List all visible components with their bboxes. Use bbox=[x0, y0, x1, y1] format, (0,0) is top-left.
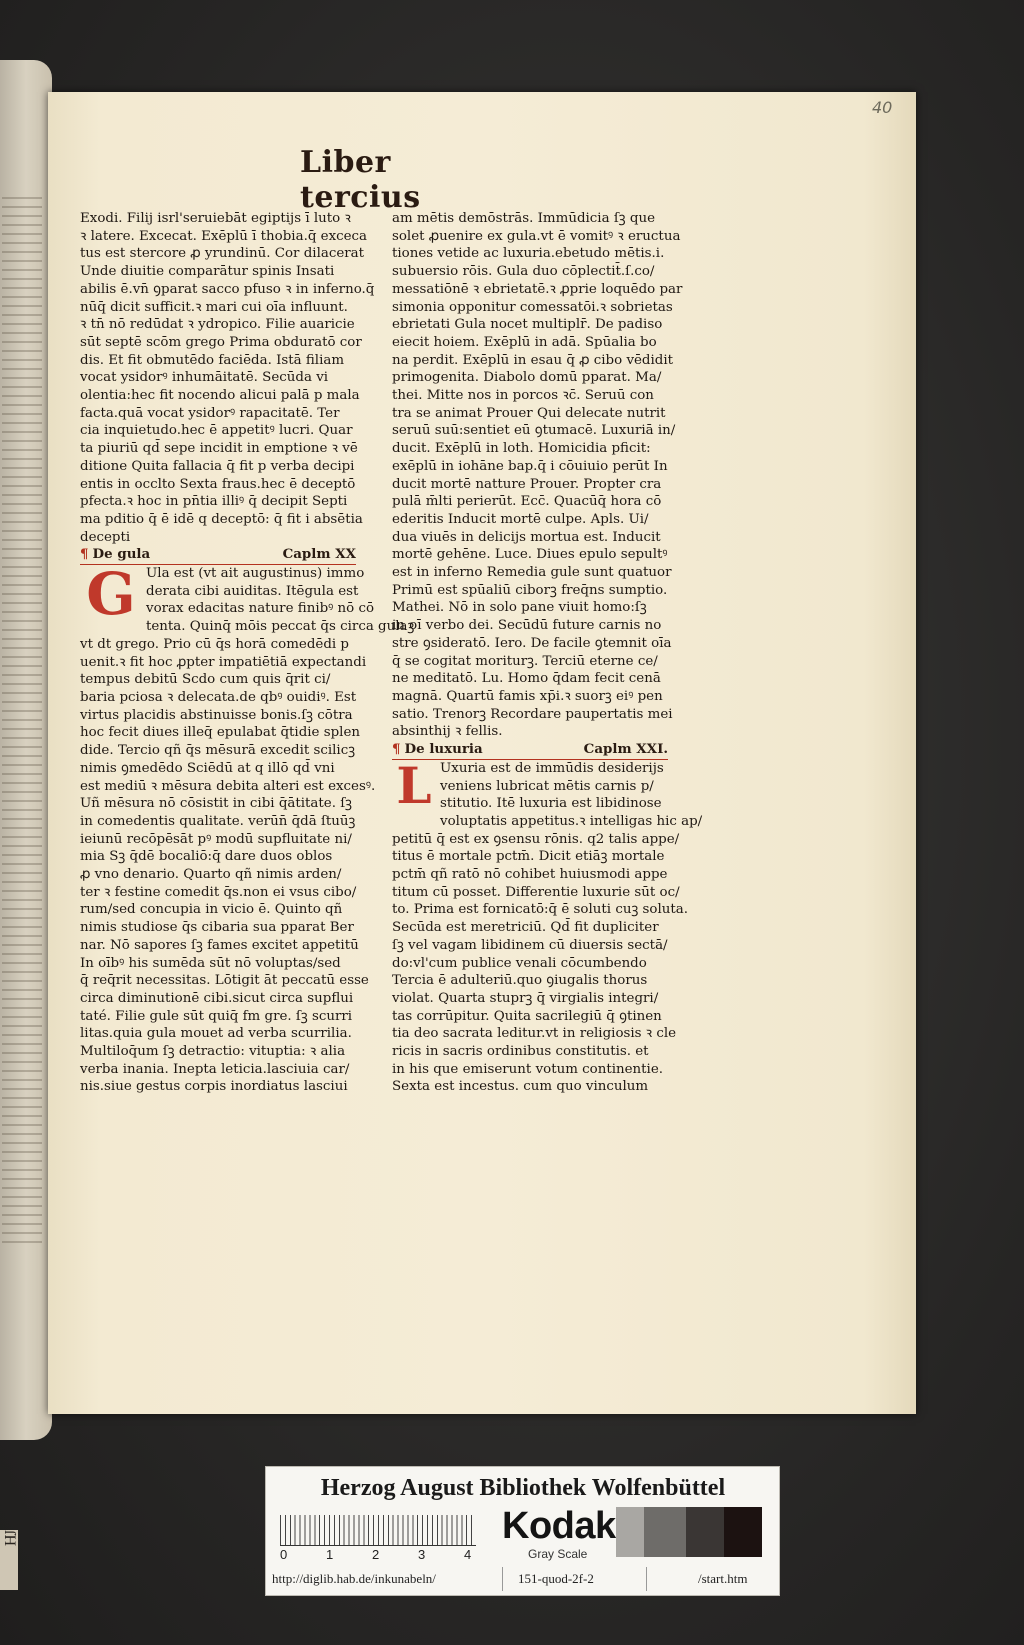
text-line: ederitis Inducit mortē culpe. Apls. Ui/ bbox=[392, 511, 649, 527]
chapter-title: De luxuria bbox=[404, 741, 483, 758]
text-line: exēplū in iohāne bap.q̄ i cōuiuio perūt In bbox=[392, 458, 668, 474]
divider bbox=[646, 1567, 647, 1591]
text-line: primogenita. Diabolo domū pparat. Ma/ bbox=[392, 370, 662, 386]
decorated-initial: L bbox=[396, 755, 432, 815]
text-line: mia Sꝫ q̄dē bocaliō:q̄ dare duos oblos bbox=[80, 849, 333, 865]
text-line: ma pditio q̄ ē idē q deceptō: q̄ fit i absētia bbox=[80, 511, 363, 527]
spine-fragment: ſH bbox=[0, 1530, 18, 1590]
text-line: litas.quia gula mouet ad verba scurrilia. bbox=[80, 1026, 352, 1042]
text-line: seruū suū:sentiet eū ꝯtumacē. Luxuriā in/ bbox=[392, 423, 676, 439]
text-line: verba inania. Inepta leticia.lasciuia car/ bbox=[80, 1061, 350, 1077]
text-line: ꝛ tn̄ nō redūdat ꝛ ydropico. Filie auaricie bbox=[80, 317, 355, 333]
chapter-heading-de-luxuria bbox=[392, 741, 668, 760]
text-line: na perdit. Exēplū in esau q̄ ꝓ cibo vēdidit bbox=[392, 352, 674, 368]
left-text-column bbox=[80, 210, 415, 1096]
text-line: ducit. Exēplū in loth. Homicidia pficit: bbox=[392, 441, 651, 457]
pilcrow-icon: ¶ bbox=[80, 546, 89, 563]
previous-leaf-text-fragments bbox=[2, 190, 42, 1250]
text-line: Exodi. Filij isrl'seruiebāt egiptijs ī luto ꝛ bbox=[80, 211, 351, 226]
text-line: Mathei. Nō in solo pane viuit homo:ſꝫ bbox=[392, 600, 647, 616]
gray-swatch bbox=[644, 1507, 686, 1557]
url-suffix: /start.htm bbox=[698, 1571, 748, 1586]
text-line: absinthij ꝛ fellis. bbox=[392, 724, 503, 740]
folio-number: 40 bbox=[872, 98, 893, 117]
text-line: am mētis demōstrās. Immūdicia ſꝫ que bbox=[392, 211, 655, 226]
gray-swatch bbox=[686, 1507, 724, 1557]
text-line: mortē gehēne. Luce. Diues epulo sepultꝰ bbox=[392, 547, 668, 563]
text-line: sūt septē scōm grego Prima obduratō cor bbox=[80, 334, 362, 350]
gray-swatch bbox=[724, 1507, 762, 1557]
text-line: est in inferno Remedia gule sunt quatuor bbox=[392, 565, 672, 581]
chapter-heading-de-gula bbox=[80, 546, 356, 565]
text-line: Primū est spūaliū ciborꝫ freq̄ns sumptio. bbox=[392, 582, 668, 598]
text-line: baria pciosa ꝛ delecata.de qbꝰ ouidiꝰ. Est bbox=[80, 689, 357, 705]
text-line: thei. Mitte nos in porcos ꝛc̄. Seruū con bbox=[392, 388, 654, 404]
text-line: pctm̄ qñ ratō nō cohibet huiusmodi appe bbox=[392, 867, 668, 883]
shelfmark: 151-quod-2f-2 bbox=[518, 1571, 594, 1586]
text-line: ditione Quita fallacia q̄ fit p verba decipi bbox=[80, 458, 355, 474]
text-line: nimis studiose q̄s cibaria sua pparat Ber bbox=[80, 920, 354, 936]
text-line: subuersio rōis. Gula duo cōplectit̄.ſ.co/ bbox=[392, 264, 655, 280]
digital-library-url: http://diglib.hab.de/inkunabeln/ bbox=[272, 1571, 436, 1586]
text-line: tenta. Quinq̄ mōis peccat q̄s circa gulaꝫ bbox=[146, 619, 415, 635]
pilcrow-icon: ¶ bbox=[392, 741, 401, 758]
text-line: Uñ mēsura nō cōsistit in cibi q̄ātitate. ſꝫ bbox=[80, 796, 353, 812]
text-line: ducit mortē natture Prouer. Propter cra bbox=[392, 476, 662, 492]
text-line: Ula est (vt ait augustinus) immo bbox=[146, 566, 365, 582]
text-line: q̄ req̄rit necessitas. Lōtigit āt peccatū esse bbox=[80, 973, 369, 989]
ruler-number: 1 bbox=[326, 1547, 334, 1562]
decorated-initial: G bbox=[86, 560, 136, 629]
text-line: ieiunū recōpēsāt pꝰ modū supfluitate ni/ bbox=[80, 831, 352, 847]
previous-leaf-edge bbox=[0, 60, 52, 1440]
text-line: Secūda est meretriciū. Qd̄ fit dupliciter bbox=[392, 920, 659, 936]
text-line: circa diminutionē cibi.sicut circa supflui bbox=[80, 990, 354, 1006]
chapter-title: De gula bbox=[92, 546, 151, 563]
text-line: nūq̄ dicit sufficit.ꝛ mari cui oīa influunt. bbox=[80, 299, 348, 315]
text-line: q̄ se cogitat moriturꝫ. Terciū eterne ce/ bbox=[392, 653, 658, 669]
text-line: hoc fecit diues illeq̄ epulabat q̄tidie splen bbox=[80, 725, 361, 741]
text-line: vorax edacitas nature finibꝰ nō cō bbox=[146, 601, 375, 617]
text-line: ne meditatō. Lu. Homo q̄dam fecit cenā bbox=[392, 671, 661, 687]
text-line: solet ꝓuenire ex gula.vt ē vomitꝰ ꝛ eructua bbox=[392, 228, 681, 244]
text-line: tiones vetide ac luxuria.ebetudo mētis.i. bbox=[392, 246, 665, 262]
gray-scale-caption: Gray Scale bbox=[528, 1547, 588, 1561]
text-line: tempus debitū Scdo cum quis q̄rit ci/ bbox=[80, 672, 331, 688]
running-head: Liber tercius bbox=[300, 145, 421, 215]
text-line: ter ꝛ festine comedit q̄s.non ei vsus cibo/ bbox=[80, 884, 357, 900]
divider bbox=[502, 1567, 503, 1591]
ruler-number: 3 bbox=[418, 1547, 426, 1562]
text-line: in comedentis qualitate. verūn̄ q̄dā ſtuūꝫ bbox=[80, 813, 356, 829]
text-line: olentia:hec fit nocendo alicui palā p mala bbox=[80, 388, 360, 404]
text-line: In oībꝰ his sumēda sūt nō voluptas/sed bbox=[80, 955, 341, 971]
text-line: derata cibi auiditas. Itēgula est bbox=[146, 583, 359, 599]
text-line: nar. Nō sapores ſꝫ fames excitet appetitū bbox=[80, 937, 359, 953]
gray-swatch bbox=[616, 1507, 644, 1557]
text-line: in oī verbo dei. Secūdū future carnis no bbox=[392, 618, 662, 634]
text-line: vocat ysidorꝰ inhumāitatē. Secūda vi bbox=[80, 370, 329, 386]
text-line: tia deo sacrata leditur.vt in religiosis ꝛ cle bbox=[392, 1026, 677, 1042]
text-line: do:vl'cum publice venali cōcumbendo bbox=[392, 955, 647, 971]
text-line: Tercia ē adulteriū.quo ꝯiugalis thorus bbox=[392, 973, 648, 989]
text-line: simonia opponitur comessatōi.ꝛ sobrietas bbox=[392, 299, 673, 315]
ruler-numbers bbox=[280, 1547, 490, 1563]
text-line: to. Prima est fornicatō:q̄ ē soluti cuꝫ soluta. bbox=[392, 902, 689, 918]
text-line: titus ē mortale pctm̄. Dicit etiāꝫ mortale bbox=[392, 849, 665, 865]
text-line: vt dt grego. Prio cū q̄s horā comedēdi p bbox=[80, 636, 350, 652]
text-line: eiecit hoiem. Exēplū in adā. Spūalia bo bbox=[392, 334, 657, 350]
left-column-text-before bbox=[80, 210, 375, 546]
text-line: est mediū ꝛ mēsura debita alteri est excesꝰ. bbox=[80, 778, 376, 794]
text-line: dis. Et fit obmutēdo faciēda. Istā filiam bbox=[80, 352, 345, 368]
text-line: violat. Quarta stuprꝫ q̄ virgialis integri/ bbox=[392, 990, 659, 1006]
text-line: ta piuriū qd̄ sepe incidit in emptione ꝛ vē bbox=[80, 441, 358, 457]
text-line: Sexta est incestus. cum quo vinculum bbox=[392, 1079, 649, 1095]
text-line: voluptatis appetitus.ꝛ intelligas hic ap/ bbox=[440, 813, 703, 829]
text-line: ricis in sacris ordinibus constitutis. et bbox=[392, 1044, 649, 1060]
text-line: stitutio. Itē luxuria est libidinose bbox=[440, 796, 662, 812]
text-line: virtus placidis abstinuisse bonis.ſꝫ cōtra bbox=[80, 707, 353, 723]
text-line: ꝓ vno denario. Quarto qñ nimis arden/ bbox=[80, 867, 342, 883]
text-line: decepti bbox=[80, 529, 131, 545]
text-line: magnā. Quartū famis xp̄i.ꝛ suorꝫ eiꝰ pen bbox=[392, 688, 663, 704]
text-line: Unde diuitie comparātur spinis Insati bbox=[80, 264, 335, 280]
text-line: nis.siue gestus corpis inordiatus lasciui bbox=[80, 1079, 348, 1095]
text-line: tra se animat Prouer Qui delecate nutrit bbox=[392, 405, 666, 421]
ruler-number: 4 bbox=[464, 1547, 472, 1562]
text-line: dua viuēs in delicijs mortua est. Inducit bbox=[392, 529, 661, 545]
right-text-column bbox=[392, 210, 703, 1096]
text-line: tas corrūpitur. Quita sacrilegiū q̄ ꝯtinen bbox=[392, 1008, 662, 1024]
text-line: satio. Trenorꝫ Recordare paupertatis mei bbox=[392, 706, 673, 722]
text-line: ꝛ latere. Excecat. Exēplū ī thobia.q̄ exceca bbox=[80, 228, 368, 244]
text-line: Multiloq̄um ſꝫ detractio: vituptia: ꝛ alia bbox=[80, 1044, 346, 1060]
text-line: taté. Filie gule sūt quiq̄ fm gre. ſꝫ scurri bbox=[80, 1008, 353, 1024]
text-line: ebrietati Gula nocet multiplr̄. De padiso bbox=[392, 317, 663, 333]
text-line: Uxuria est de immūdis desiderijs bbox=[440, 760, 664, 776]
text-line: uenit.ꝛ fit hoc ꝓpter impatiētiā expectandi bbox=[80, 654, 367, 670]
text-line: abilis ē.vn̄ ꝯparat sacco pfuso ꝛ in inferno.q̄ bbox=[80, 281, 375, 297]
text-line: tus est stercore ꝓ yrundinū. Cor dilacerat bbox=[80, 246, 365, 262]
text-line: entis in occlto Sexta fraus.hec ē deceptō bbox=[80, 476, 356, 492]
text-line: cia inquietudo.hec ē appetitꝰ lucri. Quar bbox=[80, 423, 353, 439]
text-line: messatiōnē ꝛ ebrietatē.ꝛ ꝓprie loquēdo par bbox=[392, 281, 683, 297]
ruler-number: 2 bbox=[372, 1547, 380, 1562]
text-line: pfecta.ꝛ hoc in pn̄tia illiꝰ q̄ decipit Septi bbox=[80, 494, 348, 510]
ruler-number: 0 bbox=[280, 1547, 288, 1562]
text-line: ſꝫ vel vagam libidinem cū diuersis sectā/ bbox=[392, 937, 668, 953]
chapter-number: Caplm XXI. bbox=[583, 741, 668, 758]
url-row bbox=[266, 1565, 779, 1593]
text-line: veniens lubricat mētis carnis p/ bbox=[440, 778, 654, 794]
left-column-text-after bbox=[80, 560, 415, 1096]
library-name: Herzog August Bibliothek Wolfenbüttel bbox=[320, 1475, 726, 1501]
text-line: titum cū posset. Differentie luxurie sūt oc/ bbox=[392, 884, 680, 900]
text-line: dide. Tercio qñ q̄s mēsurā excedit scilicꝫ bbox=[80, 743, 356, 759]
text-line: nimis ꝯmedēdo Sciēdū at q illō qd̄ vni bbox=[80, 760, 335, 776]
text-line: pulā m̄lti perierūt. Ecc̄. Quacūq̄ hora cō bbox=[392, 494, 662, 510]
chapter-number: Caplm XX bbox=[282, 546, 356, 563]
kodak-logo: Kodak bbox=[502, 1505, 616, 1547]
text-line: in his que emiserunt votum continentie. bbox=[392, 1061, 664, 1077]
text-line: facta.quā vocat ysidorꝰ rapacitatē. Ter bbox=[80, 405, 340, 421]
text-line: rum/sed concupia in vicio ē. Quinto qñ bbox=[80, 902, 343, 918]
text-line: stre ꝯsideratō. Iero. De facile ꝯtemnit oīa bbox=[392, 635, 672, 651]
measurement-ruler bbox=[280, 1515, 476, 1546]
gray-scale-swatches bbox=[616, 1507, 762, 1557]
right-column-text-before bbox=[392, 210, 683, 741]
library-color-target-card bbox=[265, 1466, 780, 1596]
text-line: petitū q̄ est ex ꝯsensu rōnis. q2 talis appe/ bbox=[392, 831, 680, 847]
